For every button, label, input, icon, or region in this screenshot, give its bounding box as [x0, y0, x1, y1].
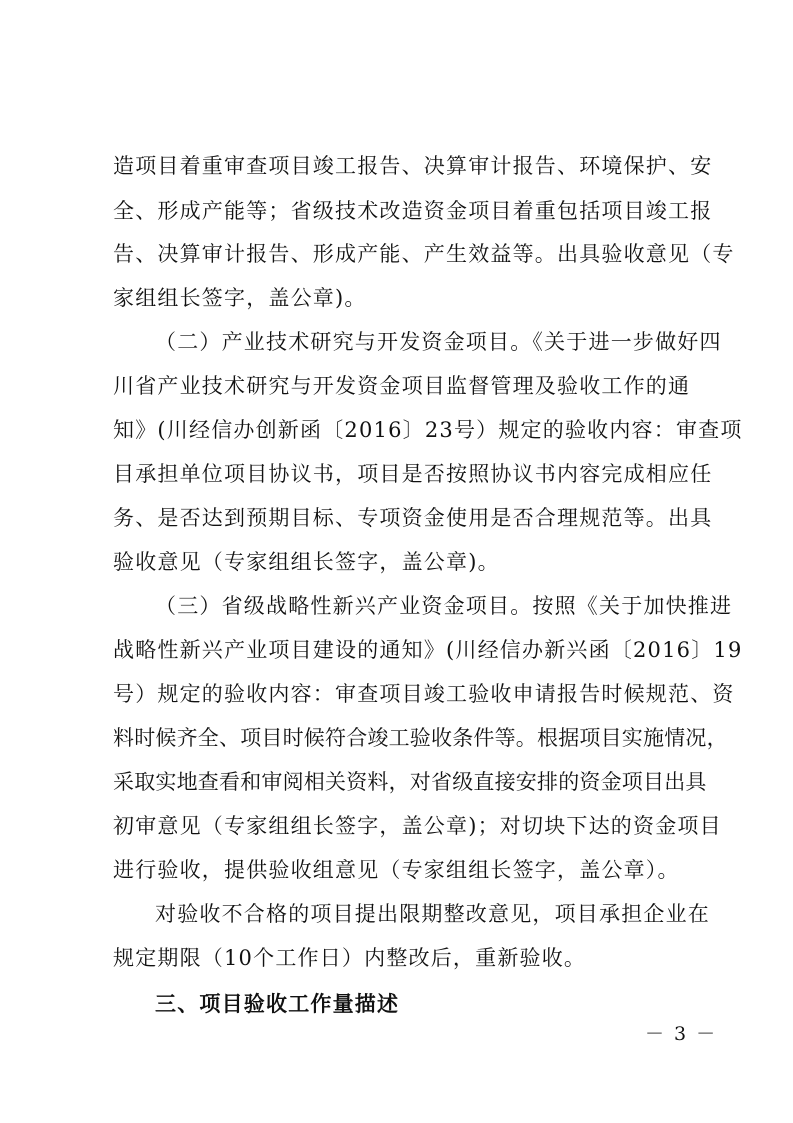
- paragraph-line: （二）产业技术研究与开发资金项目。《关于进一步做好四: [155, 330, 722, 354]
- paragraph-line: 川省产业技术研究与开发资金项目监督管理及验收工作的通: [113, 374, 691, 398]
- paragraph-line: 全、形成产能等；省级技术改造资金项目着重包括项目竣工报: [113, 199, 713, 223]
- paragraph-line: 知》(川经信办创新函〔2016〕23号）规定的验收内容：审查项: [113, 418, 743, 442]
- paragraph-line: 造项目着重审查项目竣工报告、决算审计报告、环境保护、安: [113, 154, 713, 178]
- paragraph-line: 初审意见（专家组组长签字，盖公章)；对切块下达的资金项目: [113, 814, 722, 838]
- paragraph-line: 验收意见（专家组组长签字，盖公章)。: [113, 550, 500, 574]
- page-number: － 3 －: [645, 1023, 718, 1045]
- paragraph-line: 对验收不合格的项目提出限期整改意见，项目承担企业在: [155, 902, 710, 926]
- paragraph-line: 务、是否达到预期目标、专项资金使用是否合理规范等。出具: [113, 506, 713, 530]
- paragraph-line: 号）规定的验收内容：审查项目竣工验收申请报告时候规范、资: [113, 682, 735, 706]
- paragraph-line: （三）省级战略性新兴产业资金项目。按照《关于加快推进: [155, 594, 733, 618]
- paragraph-line: 采取实地查看和审阅相关资料，对省级直接安排的资金项目出具: [113, 770, 707, 794]
- paragraph-line: 告、决算审计报告、形成产能、产生效益等。出具验收意见（专: [113, 242, 735, 266]
- paragraph-line: 规定期限（10个工作日）内整改后，重新验收。: [113, 946, 587, 970]
- section-heading: 三、项目验收工作量描述: [155, 992, 400, 1016]
- paragraph-line: 料时候齐全、项目时候符合竣工验收条件等。根据项目实施情况，: [113, 726, 728, 750]
- paragraph-line: 战略性新兴产业项目建设的通知》(川经信办新兴函〔2016〕19: [113, 638, 743, 662]
- paragraph-line: 进行验收，提供验收组意见（专家组组长签字，盖公章）。: [113, 858, 680, 882]
- paragraph-line: 家组组长签字，盖公章)。: [113, 286, 367, 310]
- paragraph-line: 目承担单位项目协议书，项目是否按照协议书内容完成相应任: [113, 462, 713, 486]
